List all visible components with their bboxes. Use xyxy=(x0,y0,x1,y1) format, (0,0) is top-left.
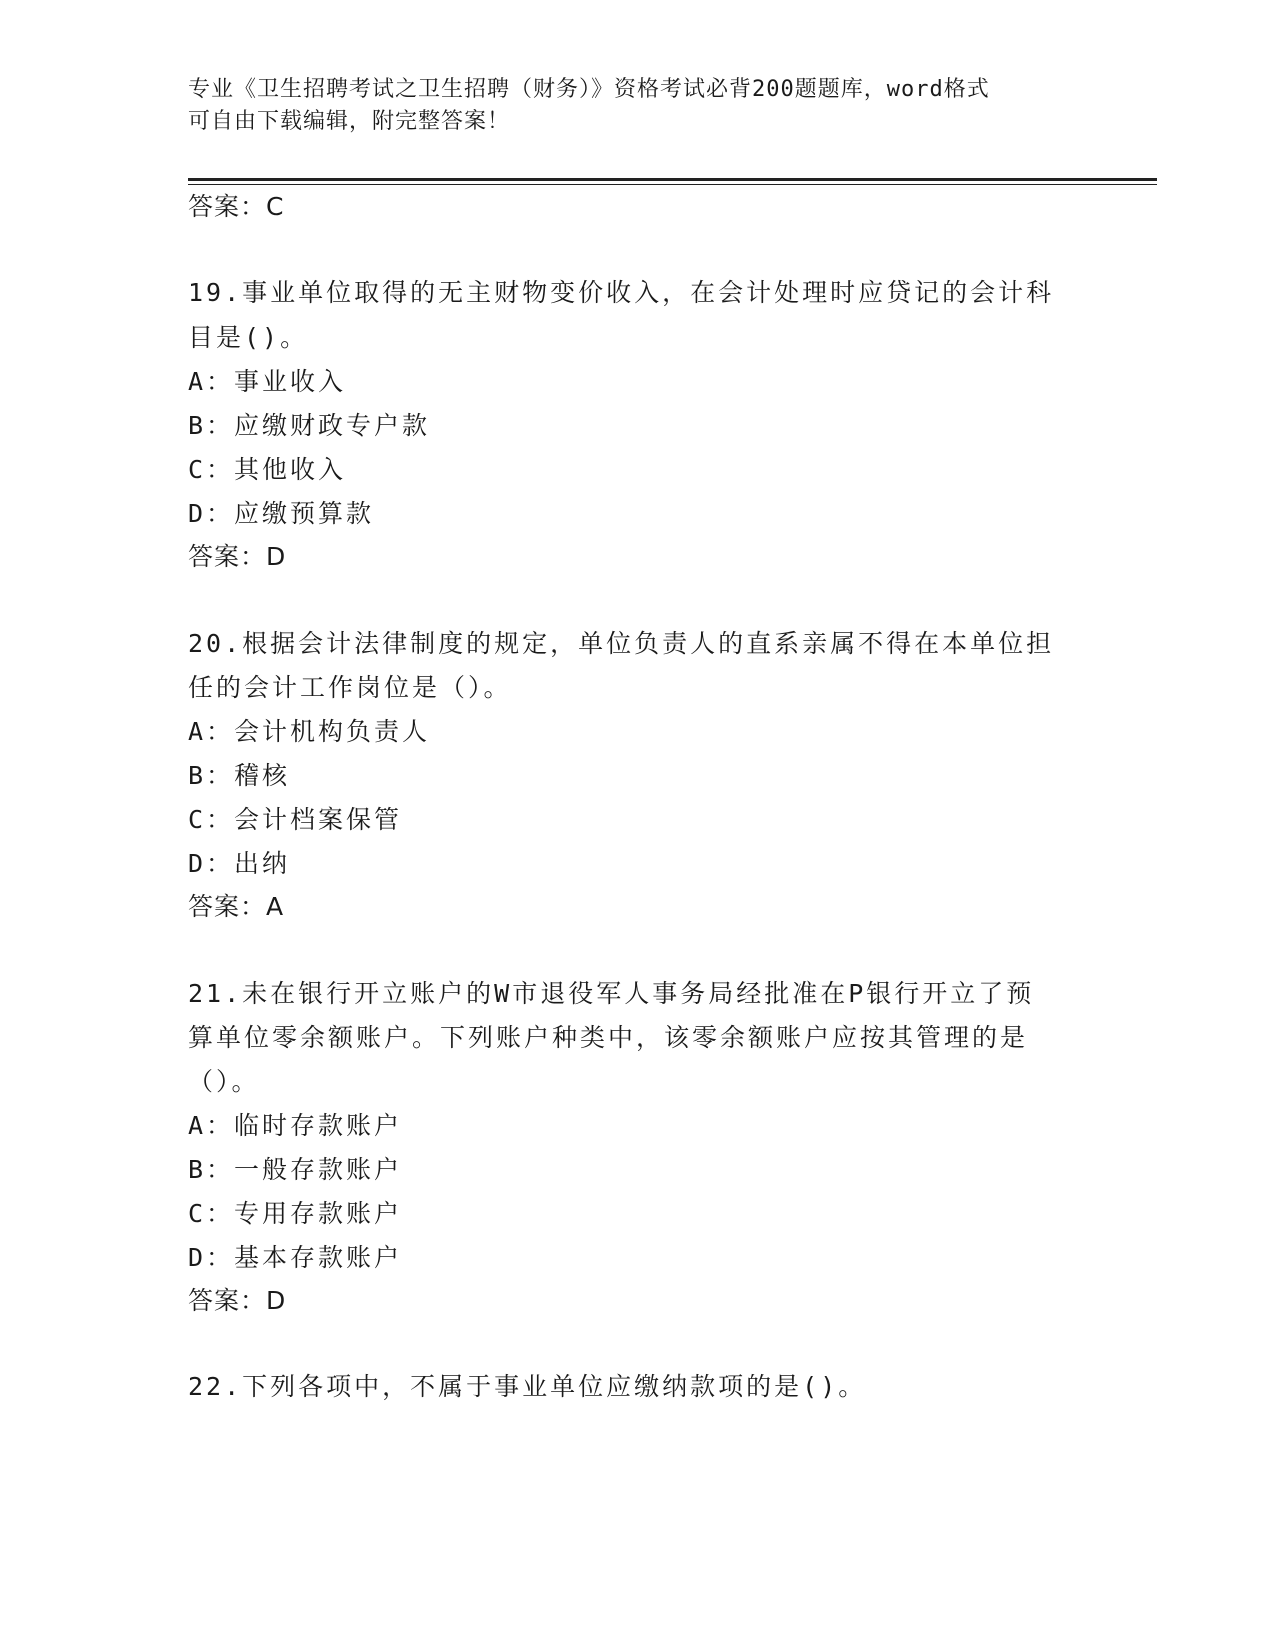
header-line-2: 可自由下载编辑，附完整答案！ xyxy=(188,109,511,134)
question-19-option-a: A：事业收入 xyxy=(188,367,347,396)
question-21-option-d: D：基本存款账户 xyxy=(188,1243,403,1272)
question-19-stem-line-1: 19.事业单位取得的无主财物变价收入，在会计处理时应贷记的会计科 xyxy=(188,278,1055,307)
header-rule-thick xyxy=(188,178,1157,181)
question-21-stem-line-2: 算单位零余额账户。下列账户种类中，该零余额账户应按其管理的是 xyxy=(188,1023,1029,1052)
header-rule-thin xyxy=(188,184,1157,185)
header-line-1: 专业《卫生招聘考试之卫生招聘（财务）》资格考试必背200题题库，word格式 xyxy=(188,77,990,102)
question-20-stem-line-1: 20.根据会计法律制度的规定，单位负责人的直系亲属不得在本单位担 xyxy=(188,629,1055,658)
question-19-option-c: C：其他收入 xyxy=(188,455,347,484)
question-20-answer: 答案：A xyxy=(188,892,285,921)
question-21-stem-line-3: （）。 xyxy=(188,1067,260,1096)
question-21-answer: 答案：D xyxy=(188,1286,287,1315)
question-21-option-a: A：临时存款账户 xyxy=(188,1111,403,1140)
question-20-option-c: C：会计档案保管 xyxy=(188,805,403,834)
question-19-option-b: B：应缴财政专户款 xyxy=(188,411,431,440)
question-19-option-d: D：应缴预算款 xyxy=(188,499,375,528)
question-21-option-b: B：一般存款账户 xyxy=(188,1155,403,1184)
question-20-option-b: B：稽核 xyxy=(188,761,291,790)
question-19-answer: 答案：D xyxy=(188,542,287,571)
previous-answer: 答案：C xyxy=(188,192,285,221)
question-20-option-a: A：会计机构负责人 xyxy=(188,717,431,746)
question-20-option-d: D：出纳 xyxy=(188,849,291,878)
question-22-stem-line-1: 22.下列各项中，不属于事业单位应缴纳款项的是()。 xyxy=(188,1372,867,1401)
question-21-stem-line-1: 21.未在银行开立账户的W市退役军人事务局经批准在P银行开立了预 xyxy=(188,979,1035,1008)
question-21-option-c: C：专用存款账户 xyxy=(188,1199,403,1228)
question-20-stem-line-2: 任的会计工作岗位是（）。 xyxy=(188,673,512,702)
document-header xyxy=(188,74,1088,138)
question-19-stem-line-2: 目是()。 xyxy=(188,323,309,352)
